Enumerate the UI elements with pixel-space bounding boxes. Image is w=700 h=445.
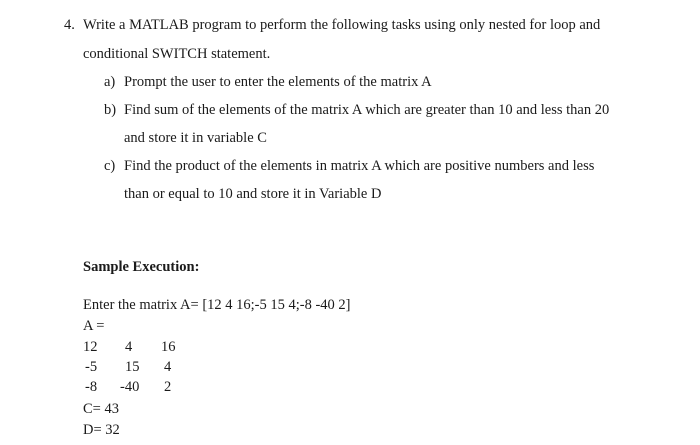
matrix-cell: 15	[125, 359, 140, 375]
item-c-label: c)	[104, 158, 116, 174]
matrix-cell: -5	[85, 359, 98, 375]
question-line-2: conditional SWITCH statement.	[83, 46, 271, 62]
matrix-a-label: A =	[83, 318, 105, 334]
result-d: D= 32	[83, 422, 120, 438]
matrix-cell: 12	[83, 339, 98, 355]
question-line-1: Write a MATLAB program to perform the following tasks using only nested for loop and	[83, 17, 601, 33]
item-a-text: Prompt the user to enter the elements of the matrix A	[124, 74, 432, 90]
sample-prompt: Enter the matrix A= [12 4 16;-5 15 4;-8 -40 2]	[83, 297, 351, 313]
matrix-cell: 2	[164, 379, 172, 395]
item-b-label: b)	[104, 102, 117, 118]
item-c-text-line-1: Find the product of the elements in matrix A which are positive numbers and less	[124, 158, 595, 174]
item-b-text-line-1: Find sum of the elements of the matrix A which are greater than 10 and less than 20	[124, 102, 610, 118]
matrix-cell: -8	[85, 379, 98, 395]
result-c: C= 43	[83, 401, 119, 417]
question-number: 4.	[64, 17, 75, 33]
item-c-text-line-2: than or equal to 10 and store it in Variable D	[124, 186, 382, 202]
item-a-label: a)	[104, 74, 116, 90]
item-b-text-line-2: and store it in variable C	[124, 130, 267, 146]
matrix-cell: -40	[120, 379, 140, 395]
sample-heading: Sample Execution:	[83, 259, 200, 275]
matrix-cell: 4	[164, 359, 172, 375]
matrix-cell: 16	[161, 339, 176, 355]
matrix-cell: 4	[125, 339, 133, 355]
